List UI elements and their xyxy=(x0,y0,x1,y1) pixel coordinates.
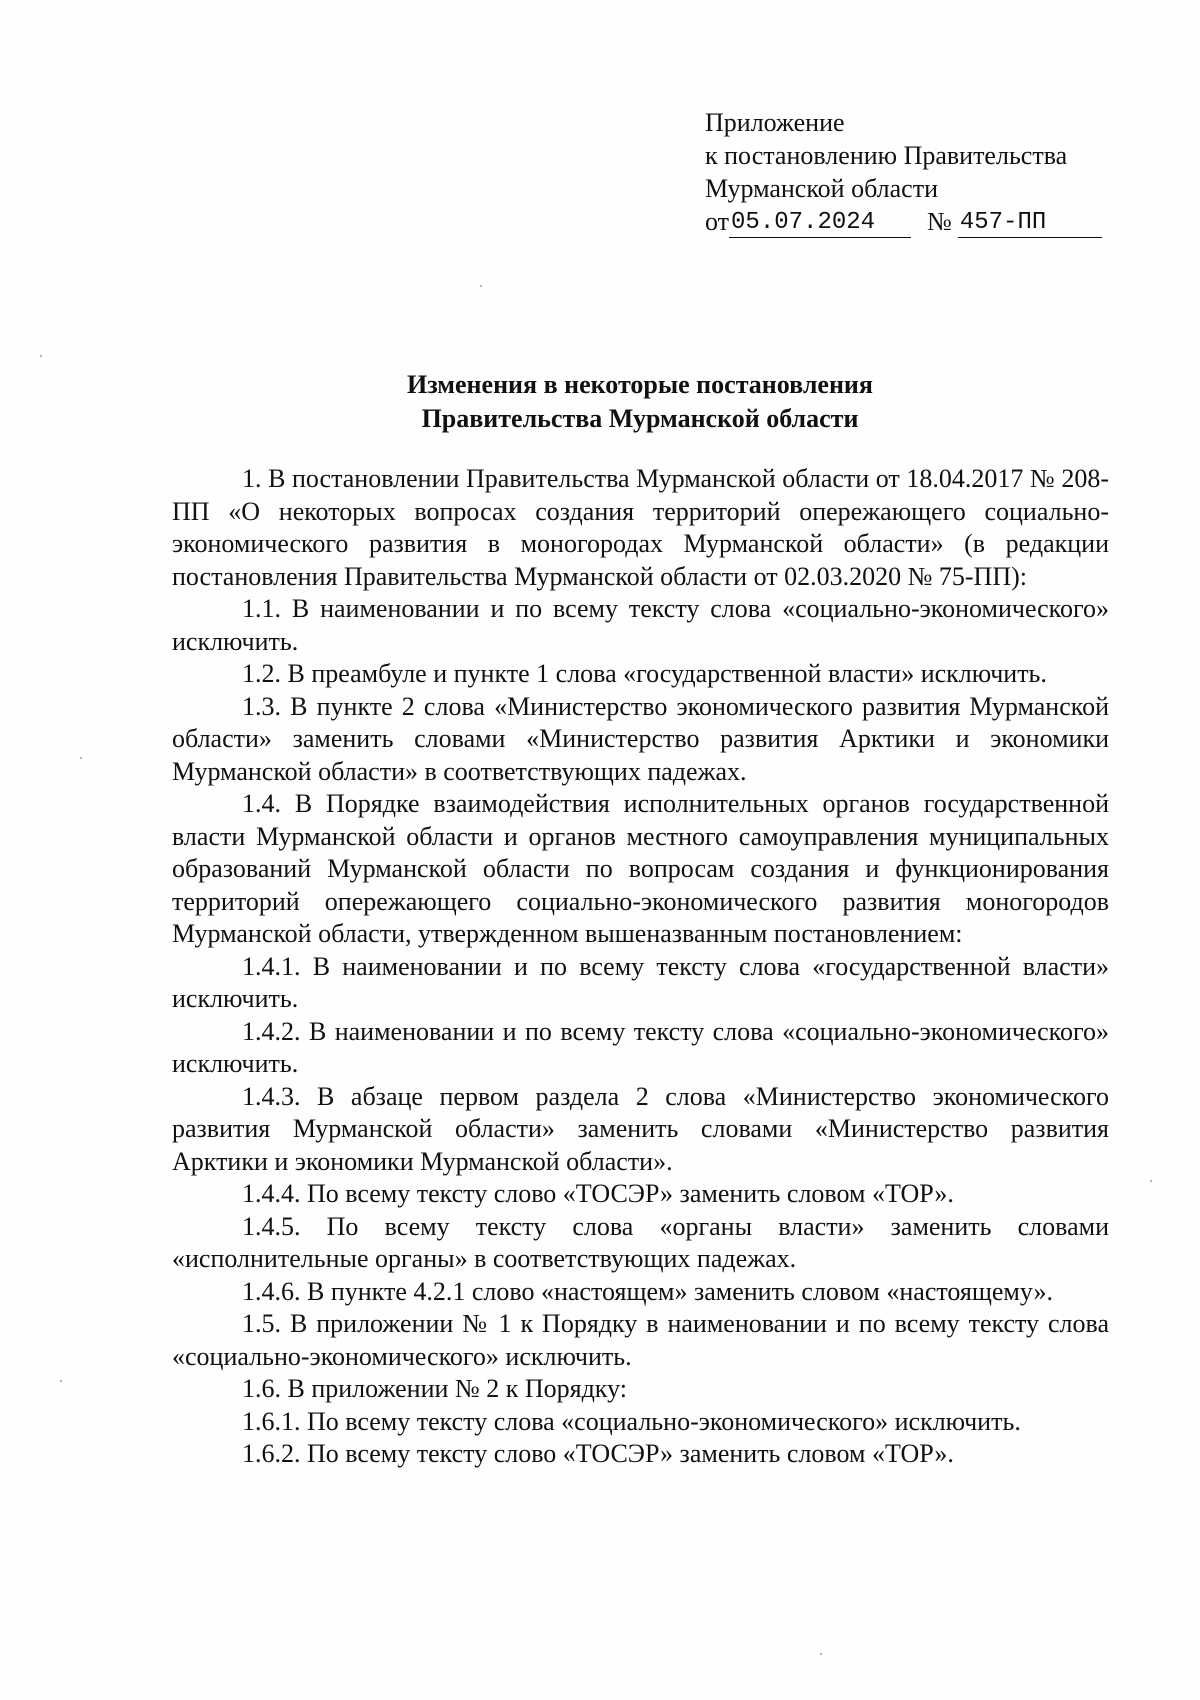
document-title xyxy=(170,368,1110,436)
scan-speck xyxy=(480,285,482,287)
scan-speck xyxy=(80,757,82,759)
scan-speck xyxy=(820,1653,822,1655)
decree-date: 05.07.2024 xyxy=(729,209,911,238)
paragraph-1-6: 1.6. В приложении № 2 к Порядку: xyxy=(242,1374,627,1403)
title-line-2: Правительства Мурманской области xyxy=(421,404,859,433)
paragraph-1-5: 1.5. В приложении № 1 к Порядку в наименовании и по всему тексту слова «социально-экономического» исключить. xyxy=(172,1309,1109,1371)
paragraph-1-3: 1.3. В пункте 2 слова «Министерство экономического развития Мурманской области» заменить словами «Министерство развития Арктики и экономики Мурманской области» в соответствующих падежах. xyxy=(172,691,1109,786)
number-label: № xyxy=(927,207,952,236)
scan-speck xyxy=(1150,1180,1152,1182)
title-line-1: Изменения в некоторые постановления xyxy=(407,370,873,399)
scan-speck xyxy=(40,355,42,357)
decree-number: 457-ПП xyxy=(958,209,1102,238)
paragraph-1-4-6: 1.4.6. В пункте 4.2.1 слово «настоящем» заменить словом «настоящему». xyxy=(242,1276,1054,1306)
paragraph-1-4-1: 1.4.1. В наименовании и по всему тексту слова «государственной власти» исключить. xyxy=(172,951,1109,1013)
appendix-header xyxy=(705,106,1125,238)
paragraph-1-4-3: 1.4.3. В абзаце первом раздела 2 слова «Министерство экономического развития Мурманской области» заменить словами «Министерство развития Арктики и экономики Мурманской области». xyxy=(172,1081,1109,1176)
paragraph-1-4-2: 1.4.2. В наименовании и по всему тексту слова «социально-экономического» исключить. xyxy=(172,1016,1109,1078)
paragraph-1-6-1: 1.6.1. По всему тексту слова «социально-экономического» исключить. xyxy=(242,1406,1021,1436)
appendix-region: Мурманской области xyxy=(705,174,938,203)
from-label: от xyxy=(705,207,730,236)
appendix-label: Приложение xyxy=(705,108,845,137)
appendix-decree-ref: к постановлению Правительства xyxy=(705,141,1068,170)
paragraph-1-4: 1.4. В Порядке взаимодействия исполнительных органов государственной власти Мурманской области и органов местного самоуправления муниципальных образований Мурманской области по вопросам создания и функционирования территорий опережающего социально-экономического развития моногородов Мурманской области, утвержденном вышеназванным постановлением: xyxy=(172,789,1109,948)
paragraph-1: 1. В постановлении Правительства Мурманской области от 18.04.2017 № 208-ПП «О некоторых вопросах создания территорий опережающего социально-экономического развития в моногородах Мурманской области» (в редакции постановления Правительства Мурманской области от 02.03.2020 № 75-ПП): xyxy=(172,464,1109,591)
paragraph-1-4-4: 1.4.4. По всему тексту слово «ТОСЭР» заменить словом «ТОР». xyxy=(242,1179,954,1208)
appendix-date-number xyxy=(705,205,1125,238)
paragraph-1-6-2: 1.6.2. По всему тексту слово «ТОСЭР» заменить словом «ТОР». xyxy=(242,1439,954,1468)
document-body xyxy=(172,463,1109,1471)
paragraph-1-2: 1.2. В преамбуле и пункте 1 слова «государственной власти» исключить. xyxy=(242,659,1047,688)
paragraph-1-4-5: 1.4.5. По всему тексту слова «органы власти» заменить словами «исполнительные органы» в соответствующих падежах. xyxy=(172,1211,1109,1273)
paragraph-1-1: 1.1. В наименовании и по всему тексту слова «социально-экономического» исключить. xyxy=(172,594,1109,656)
scan-speck xyxy=(60,1380,62,1382)
